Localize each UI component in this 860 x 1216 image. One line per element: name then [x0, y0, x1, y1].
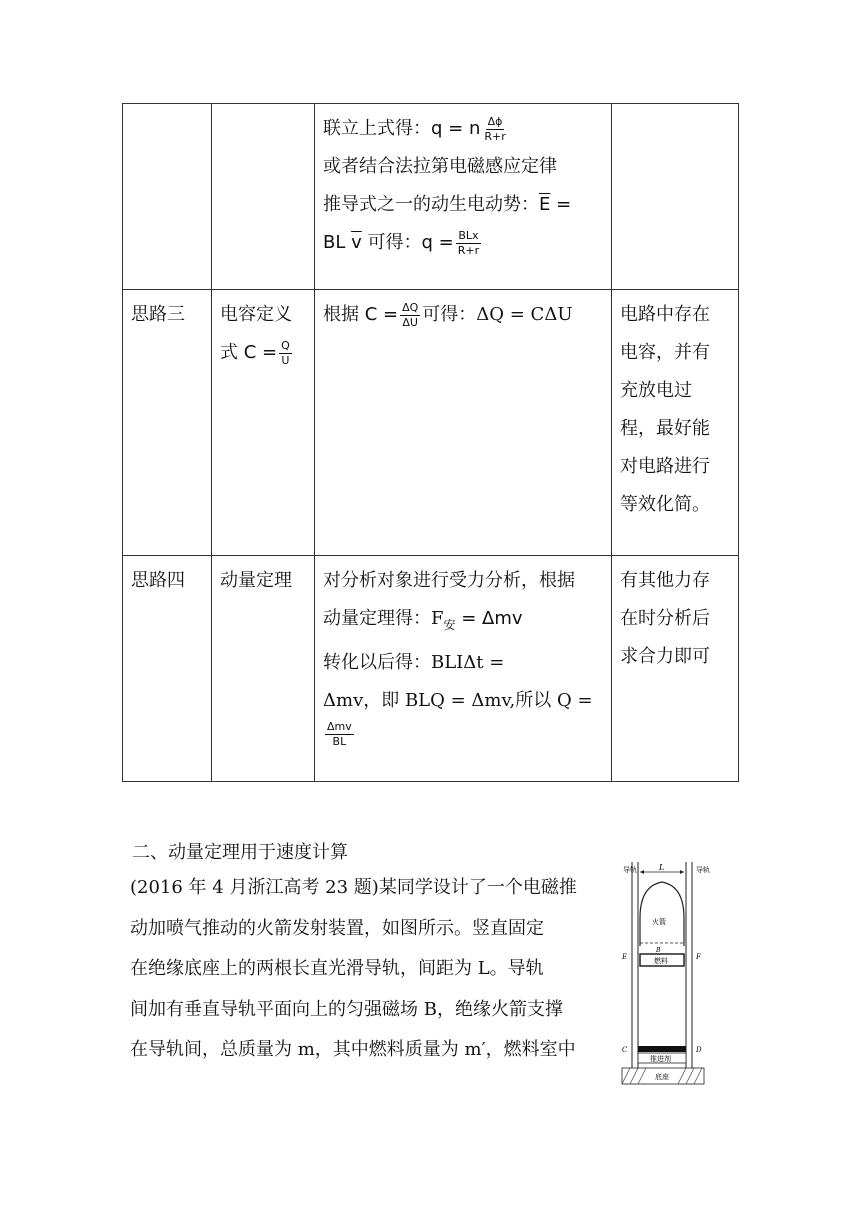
formula: 式 C = — [220, 342, 278, 363]
rail-left-label: 导轨 — [623, 866, 637, 874]
fraction-numerator: Δmv — [327, 720, 352, 733]
fraction — [279, 339, 292, 368]
cell-line — [323, 600, 603, 644]
table-cell — [212, 290, 315, 556]
subscript: 安 — [443, 618, 456, 632]
paragraph-line: 在导轨间，总质量为 m，其中燃料质量为 m′，燃料室中 — [130, 1039, 576, 1060]
cell-line — [323, 110, 603, 148]
fraction-denominator: R+r — [457, 243, 480, 257]
paragraph-line: 在绝缘底座上的两根长直光滑导轨，间距为 L。导轨 — [130, 958, 544, 979]
cell-line: 有其他力存 — [620, 570, 710, 591]
fraction — [325, 720, 354, 749]
rocket-body — [640, 882, 684, 946]
cell-line: 或者结合法拉第电磁感应定律 — [323, 156, 557, 177]
text: 动量定理得：F — [323, 608, 444, 629]
formula: BL — [323, 232, 352, 253]
table-cell — [315, 104, 612, 290]
table-cell — [612, 556, 739, 782]
point-c-label: C — [622, 1046, 628, 1054]
cell-line — [323, 224, 603, 262]
fuel-label: 燃料 — [654, 957, 668, 965]
cell-line: 等效化简。 — [620, 494, 710, 515]
fraction-numerator: BLx — [458, 228, 479, 242]
fraction-denominator: BL — [332, 735, 347, 748]
fraction-numerator: ΔQ — [402, 300, 419, 314]
table-cell — [612, 104, 739, 290]
formula: 根据 C = — [323, 304, 399, 325]
propellant-label: 推进剂 — [650, 1055, 671, 1063]
table-cell: 动量定理 — [212, 556, 315, 782]
cell-line: 对分析对象进行受力分析，根据 — [323, 570, 575, 591]
formula: $\overline{v}$ — [351, 232, 362, 253]
table-row — [123, 290, 739, 556]
table-cell — [212, 104, 315, 290]
fraction — [456, 229, 481, 258]
text: 可得： — [361, 232, 422, 253]
cell-line: 电容，并有 — [620, 342, 710, 363]
point-f-label: F — [696, 953, 701, 961]
point-e-label: E — [622, 953, 628, 961]
table-cell: 思路三 — [123, 290, 212, 556]
cell-line: Δmv，即 BLQ = Δmv,所以 Q = — [323, 690, 593, 711]
fraction-numerator: Δϕ — [487, 114, 503, 128]
formula: q = n — [431, 118, 481, 139]
fraction — [482, 115, 507, 144]
table-cell — [315, 556, 612, 782]
fraction-denominator: ΔU — [402, 315, 418, 329]
fraction-numerator: Q — [281, 338, 290, 352]
cell-line — [323, 296, 603, 334]
cell-line: 求合力即可 — [620, 646, 710, 667]
cell-line — [220, 334, 306, 372]
table-cell: 思路四 — [123, 556, 212, 782]
rocket-launcher-figure — [618, 858, 708, 1090]
table-row — [123, 556, 739, 782]
formula: $\overline{E}$ — [539, 194, 551, 215]
propellant-top-bar — [638, 1046, 686, 1052]
cell-line: 对电路进行 — [620, 456, 710, 477]
fraction — [400, 301, 420, 330]
formula: q = — [421, 232, 454, 253]
table-row — [123, 104, 739, 290]
arrow-left-icon — [640, 870, 644, 874]
cell-line: 电容定义 — [220, 304, 292, 325]
table-cell — [123, 104, 212, 290]
paragraph-line: 间加有垂直导轨平面向上的匀强磁场 B，绝缘火箭支撑 — [130, 998, 563, 1020]
cell-line: 电路中存在 — [620, 304, 710, 325]
cell-line: 转化以后得：BLIΔt = — [323, 652, 505, 673]
paragraph-line: 动加喷气推动的火箭发射装置，如图所示。竖直固定 — [130, 917, 544, 939]
paragraph-line: (2016 年 4 月浙江高考 23 题)某同学设计了一个电磁推 — [130, 877, 577, 898]
table-cell — [315, 290, 612, 556]
text: 推导式之一的动生电动势： — [323, 194, 539, 215]
cell-line — [323, 720, 603, 749]
problem-paragraph — [130, 868, 610, 1071]
fraction-denominator: R+r — [484, 129, 506, 143]
cell-line: 充放电过 — [620, 380, 692, 401]
formula: = — [550, 194, 572, 215]
text: 联立上式得： — [323, 118, 431, 139]
text: 可得：ΔQ = CΔU — [422, 304, 573, 325]
cell-line: 程，最好能 — [620, 418, 710, 439]
arrow-right-icon — [680, 870, 684, 874]
rail-right-label: 导轨 — [696, 866, 710, 874]
fraction-denominator: U — [281, 353, 290, 367]
cell-line: 在时分析后 — [620, 608, 710, 629]
table-cell — [612, 290, 739, 556]
method-table — [122, 103, 739, 782]
section-title: 二、动量定理用于速度计算 — [132, 842, 348, 863]
point-d-label: D — [696, 1046, 702, 1054]
width-label: L — [659, 863, 665, 872]
formula: = Δmv — [455, 608, 523, 629]
point-b-label: B — [656, 947, 661, 954]
base-label: 底座 — [655, 1073, 669, 1081]
cell-line — [323, 186, 603, 224]
rocket-label: 火箭 — [652, 918, 666, 926]
